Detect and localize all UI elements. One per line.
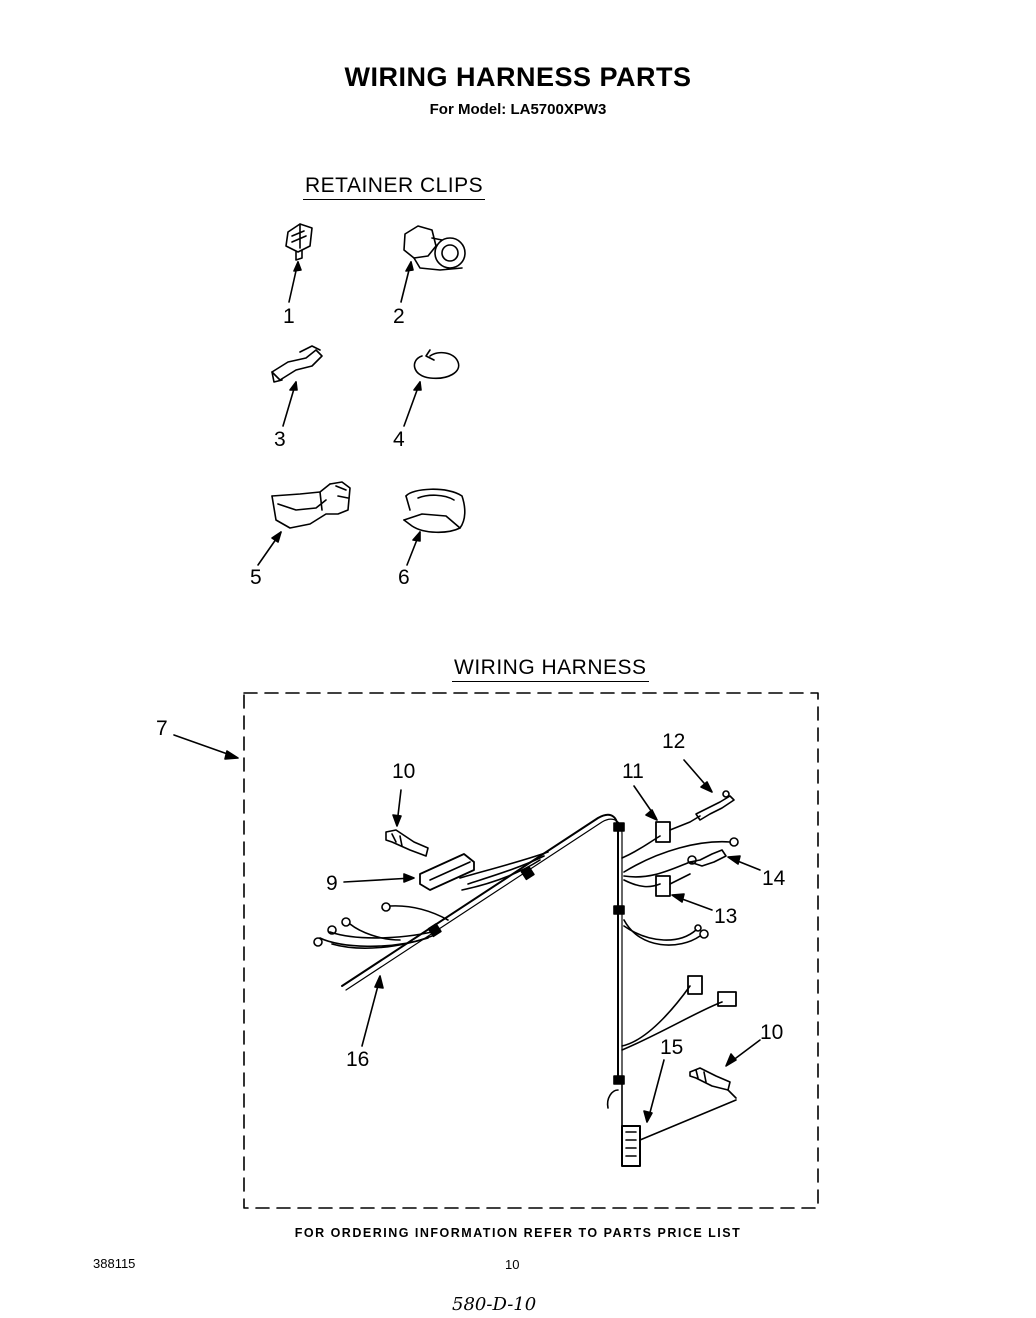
- ordering-note: FOR ORDERING INFORMATION REFER TO PARTS PRICE LIST: [294, 1226, 742, 1240]
- callout-11: 11: [622, 760, 644, 783]
- model-subtitle: For Model: LA5700XPW3: [429, 101, 607, 118]
- callout-5: 5: [250, 566, 262, 589]
- callout-7: 7: [156, 717, 168, 740]
- callout-15: 15: [660, 1036, 684, 1059]
- callout-9: 9: [326, 872, 338, 895]
- callout-16: 16: [346, 1048, 370, 1071]
- callout-10-lower: 10: [760, 1021, 784, 1044]
- retainer-clips-heading: RETAINER CLIPS: [303, 174, 485, 200]
- clip-3-drawing: [272, 346, 322, 426]
- callout-4: 4: [393, 428, 405, 451]
- callout-6: 6: [398, 566, 410, 589]
- clip-1-drawing: [286, 224, 312, 302]
- harness-boundary: [244, 693, 818, 1208]
- page-number: 10: [505, 1257, 520, 1272]
- callout-14: 14: [762, 867, 786, 890]
- page-title: WIRING HARNESS PARTS: [344, 62, 692, 92]
- clip-5-drawing: [258, 482, 350, 565]
- clip-4-drawing: [404, 350, 459, 426]
- callout-2: 2: [393, 305, 405, 328]
- wiring-harness-heading: WIRING HARNESS: [452, 656, 649, 682]
- document-number: 388115: [93, 1256, 136, 1271]
- callout-12: 12: [662, 730, 686, 753]
- callout-10-upper: 10: [392, 760, 416, 783]
- callout-13: 13: [714, 905, 738, 928]
- callout-1: 1: [283, 305, 295, 328]
- clip-6-drawing: [404, 489, 465, 565]
- callout-3: 3: [274, 428, 286, 451]
- handwritten-note: 580-D-10: [452, 1294, 537, 1315]
- clip-2-drawing: [401, 226, 465, 302]
